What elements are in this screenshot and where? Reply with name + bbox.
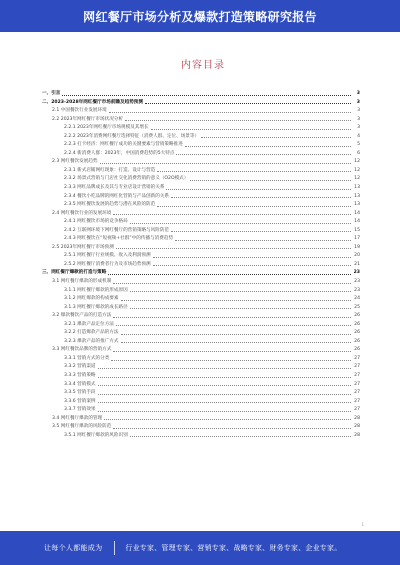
toc-entry-page: 17 xyxy=(354,236,360,242)
toc-entry[interactable] xyxy=(42,259,360,268)
toc-leader-dots xyxy=(151,128,351,130)
toc-entry-page: 12 xyxy=(354,176,360,182)
toc-entry-label: 3.3.4 营销模式 xyxy=(64,381,96,387)
toc-entry[interactable] xyxy=(42,114,360,123)
toc-leader-dots xyxy=(98,410,351,412)
toc-entry-label: 二、2023-2028年网红餐厅市场前瞻及趋势预测 xyxy=(42,99,143,105)
toc-entry-page: 23 xyxy=(354,278,360,284)
toc-leader-dots xyxy=(62,94,351,96)
toc-entry-label: 3.3.6 营销案例 xyxy=(64,398,96,404)
toc-entry-label: 3.4 网红餐厅爆款的管理 xyxy=(52,415,103,421)
toc-entry-label: 2.3.1 新式店铺网红现象：打造、设计与营造 xyxy=(64,167,156,173)
page-number: 1 xyxy=(361,522,364,527)
toc-entry-label: 2.4 网红餐饮行业的发展环境 xyxy=(52,210,112,216)
toc-leader-dots xyxy=(166,188,351,190)
toc-entry-page: 27 xyxy=(354,398,360,404)
toc-leader-dots xyxy=(153,256,351,258)
toc-leader-dots xyxy=(104,418,351,420)
toc-entry[interactable] xyxy=(42,105,360,114)
toc-entry-page: 24 xyxy=(354,296,360,302)
toc-entry-page: 13 xyxy=(354,193,360,199)
toc-leader-dots xyxy=(113,316,351,318)
toc-leader-dots xyxy=(100,162,351,164)
toc-entry-page: 13 xyxy=(354,184,360,190)
toc-entry-label: 2.5 2023年网红餐厅市场预测 xyxy=(52,244,114,250)
toc-entry-label: 2.2.1 2023年网红餐厅市场规模及其增长 xyxy=(64,125,149,131)
toc-entry-page: 3 xyxy=(357,116,360,122)
toc-entry-label: 2.4.1 网红餐饮市场的竞争格局 xyxy=(64,219,128,225)
toc-entry-page: 26 xyxy=(354,338,360,344)
toc-leader-dots xyxy=(98,376,351,378)
toc-entry-label: 一、引言 xyxy=(42,90,61,96)
toc-entry[interactable] xyxy=(42,225,360,234)
toc-entry-label: 2.4.3 网红餐饮在“短视频+社群”中的传播与消费趋势 xyxy=(64,236,174,242)
toc-entry-label: 3.3.7 营销效果 xyxy=(64,407,96,413)
toc-entry-label: 3.3.5 营销手段 xyxy=(64,390,96,396)
toc-entry-label: 2.3 网红餐饮发展趋势 xyxy=(52,159,98,165)
toc-entry-page: 28 xyxy=(354,415,360,421)
toc-leader-dots xyxy=(130,290,351,292)
toc-entry-page: 26 xyxy=(354,347,360,353)
toc-entry-label: 2.3.2 场景式营销与门店社交化消费营销的意义（O2O模式） xyxy=(64,176,189,182)
toc-leader-dots xyxy=(98,393,351,395)
toc-entry-page: 3 xyxy=(356,99,360,105)
toc-entry[interactable] xyxy=(42,208,360,217)
toc-entry-label: 2.3.3 网红品牌成长及其与专业店设计营销的关系 xyxy=(64,184,165,190)
footer-slogan: 让每个人都能成为 xyxy=(44,544,103,552)
toc-entry[interactable] xyxy=(42,293,360,302)
toc-entry-label: 3.5.1 网红餐厅爆款的风险识别 xyxy=(64,432,128,438)
toc-entry[interactable] xyxy=(42,97,360,106)
toc-entry-label: 3.2.3 爆款产品的推广方式 xyxy=(64,338,119,344)
toc-entry-page: 23 xyxy=(354,287,360,293)
toc-entry-label: 2.1 中国餐饮行业发展环境 xyxy=(52,108,107,114)
document-page xyxy=(38,38,368,531)
toc-entry-page: 4 xyxy=(357,133,360,139)
toc-entry[interactable] xyxy=(42,362,360,371)
toc-entry-page: 28 xyxy=(354,432,360,438)
toc-entry[interactable] xyxy=(42,131,360,140)
footer-bar xyxy=(0,531,400,565)
toc-leader-dots xyxy=(111,359,351,361)
toc-leader-dots xyxy=(171,196,351,198)
toc-leader-dots xyxy=(130,435,351,437)
report-title: 网红餐厅市场分析及爆款打造策略研究报告 xyxy=(83,9,317,24)
toc-leader-dots xyxy=(116,247,351,249)
toc-leader-dots xyxy=(109,111,351,113)
toc-entry[interactable] xyxy=(42,353,360,362)
toc-entry[interactable] xyxy=(42,387,360,396)
toc-entry-page: 3 xyxy=(357,125,360,131)
toc-entry-page: 26 xyxy=(354,313,360,319)
toc-entry-label: 3.2 爆款餐饮产品的打造方法 xyxy=(52,313,112,319)
toc-entry[interactable] xyxy=(42,404,360,413)
toc-entry[interactable] xyxy=(42,156,360,165)
toc-entry-label: 3.3.2 营销渠道 xyxy=(64,364,96,370)
toc-entry-page: 12 xyxy=(354,159,360,165)
toc-entry-page: 5 xyxy=(357,142,360,148)
footer-tags: 行业专家、管理专家、营销专家、战略专家、财务专家、企业专家。 xyxy=(125,544,342,552)
toc-leader-dots xyxy=(130,222,351,224)
toc-entry-page: 12 xyxy=(354,167,360,173)
toc-entry[interactable] xyxy=(42,250,360,259)
toc-leader-dots xyxy=(113,427,351,429)
toc-leader-dots xyxy=(176,153,351,155)
toc-entry[interactable] xyxy=(42,319,360,328)
toc-entry-label: 3.1.2 网红爆款的构成要素 xyxy=(64,296,119,302)
toc-leader-dots xyxy=(175,239,351,241)
toc-entry-page: 3 xyxy=(356,90,360,96)
header-bar xyxy=(0,0,400,32)
toc-entry-page: 26 xyxy=(354,330,360,336)
toc-entry-label: 2.2.3 打卡经济：网红餐厅成功的关键要素与营销策略推进 xyxy=(64,142,183,148)
toc-leader-dots xyxy=(113,213,351,215)
toc-entry-page: 27 xyxy=(354,407,360,413)
toc-leader-dots xyxy=(185,145,351,147)
toc-entry-page: 27 xyxy=(354,355,360,361)
toc-entry[interactable] xyxy=(42,327,360,336)
toc-entry-page: 27 xyxy=(354,373,360,378)
toc-entry-page: 27 xyxy=(354,381,360,387)
toc-entry[interactable] xyxy=(42,379,360,388)
toc-entry[interactable] xyxy=(42,139,360,148)
toc-entry[interactable] xyxy=(42,199,360,208)
toc-entry-page: 21 xyxy=(354,261,360,267)
toc-entry-label: 3.1.1 网红餐厅爆款的形成原因 xyxy=(64,287,128,293)
toc-leader-dots xyxy=(116,324,351,326)
toc-entry-label: 2.4.2 互联网环境下网红餐厅的营销策略与风险防范 xyxy=(64,227,170,233)
toc-entry-page: 23 xyxy=(353,270,360,276)
toc-leader-dots xyxy=(145,102,351,104)
toc-leader-dots xyxy=(121,333,352,335)
toc-entry[interactable] xyxy=(42,267,360,276)
toc-entry-label: 2.2.2 2023年消费网红餐厅选择特征（消费人群、定位、场景等） xyxy=(64,133,200,139)
toc-leader-dots xyxy=(153,264,351,266)
toc-entry-page: 14 xyxy=(354,210,360,216)
toc-leader-dots xyxy=(130,307,351,309)
toc-entry-page: 26 xyxy=(354,321,360,327)
toc-entry-label: 3.1.3 网红餐厅爆款的成长路径 xyxy=(64,304,128,310)
toc-entry[interactable] xyxy=(42,233,360,242)
toc-entry-label: 3.1 网红餐厅爆款的形成机制 xyxy=(52,278,112,284)
toc-entry-page: 19 xyxy=(354,244,360,250)
toc-entry[interactable] xyxy=(42,242,360,251)
toc-entry[interactable] xyxy=(42,191,360,200)
toc-leader-dots xyxy=(98,401,351,403)
toc-leader-dots xyxy=(113,350,351,352)
toc-entry-page: 27 xyxy=(354,390,360,396)
footer-divider xyxy=(114,541,115,555)
toc-entry[interactable] xyxy=(42,370,360,379)
toc-entry-label: 3.3 网红餐饮品牌的营销方式 xyxy=(52,347,112,353)
toc-leader-dots xyxy=(125,119,351,121)
toc-entry[interactable] xyxy=(42,413,360,422)
toc-entry[interactable] xyxy=(42,182,360,191)
toc-entry[interactable] xyxy=(42,302,360,311)
toc-entry-label: 三、网红餐厅爆款的打造与策略 xyxy=(42,270,107,276)
toc-entry[interactable] xyxy=(42,310,360,319)
toc-entry[interactable] xyxy=(42,276,360,285)
toc-leader-dots xyxy=(157,170,351,172)
toc-entry[interactable] xyxy=(42,421,360,430)
toc-list xyxy=(42,88,360,438)
toc-entry-page: 6 xyxy=(357,150,360,156)
toc-entry[interactable] xyxy=(42,344,360,353)
toc-leader-dots xyxy=(190,179,351,181)
toc-entry-page: 13 xyxy=(354,202,360,208)
toc-entry-page: 25 xyxy=(354,304,360,310)
toc-leader-dots xyxy=(113,282,351,284)
toc-entry-page: 3 xyxy=(357,108,360,114)
toc-heading: 内容目录 xyxy=(181,60,225,71)
toc-entry[interactable] xyxy=(42,165,360,174)
toc-entry-label: 2.3.5 网红餐饮发展的趋势与潜在风险的防范 xyxy=(64,202,156,208)
toc-entry-label: 2.2.4 新消费人群：2023年，中国消费趋势的5大特点 xyxy=(64,150,175,156)
toc-leader-dots xyxy=(201,136,351,138)
toc-entry-label: 3.2.1 爆款产品定位方法 xyxy=(64,321,114,327)
toc-entry-page: 20 xyxy=(354,253,360,259)
toc-leader-dots xyxy=(121,299,352,301)
toc-entry-page: 27 xyxy=(354,364,360,370)
toc-leader-dots xyxy=(171,230,351,232)
toc-entry[interactable] xyxy=(42,430,360,439)
toc-leader-dots xyxy=(98,384,351,386)
toc-entry-label: 3.3.3 营销策略 xyxy=(64,373,96,378)
toc-entry-label: 2.5.2 网红餐厅消费者行为及市场趋势预测 xyxy=(64,261,151,267)
toc-leader-dots xyxy=(98,367,351,369)
toc-entry-page: 28 xyxy=(354,424,360,430)
toc-leader-dots xyxy=(108,273,351,275)
toc-entry-label: 3.3.1 营销方式的分类 xyxy=(64,355,110,361)
toc-entry[interactable] xyxy=(42,336,360,345)
toc-entry-label: 2.3.4 餐饮小吃品牌的网红化营销与产品创新的关系 xyxy=(64,193,170,199)
toc-entry-label: 2.2 2023年网红餐厅市场状况分析 xyxy=(52,116,123,122)
toc-entry-page: 14 xyxy=(354,219,360,225)
toc-leader-dots xyxy=(121,341,352,343)
toc-entry[interactable] xyxy=(42,88,360,97)
toc-entry[interactable] xyxy=(42,216,360,225)
toc-entry[interactable] xyxy=(42,173,360,182)
toc-entry[interactable] xyxy=(42,285,360,294)
toc-entry-label: 3.5 网红餐厅爆款的风险防范 xyxy=(52,424,112,430)
toc-leader-dots xyxy=(157,205,351,207)
toc-entry[interactable] xyxy=(42,122,360,131)
toc-entry-page: 15 xyxy=(354,227,360,233)
toc-entry-label: 2.5.1 网红餐厅行业规模、收入及利润预测 xyxy=(64,253,151,259)
toc-entry[interactable] xyxy=(42,396,360,405)
toc-entry-label: 3.2.2 打造爆款产品的方法 xyxy=(64,330,119,336)
toc-entry[interactable] xyxy=(42,148,360,157)
